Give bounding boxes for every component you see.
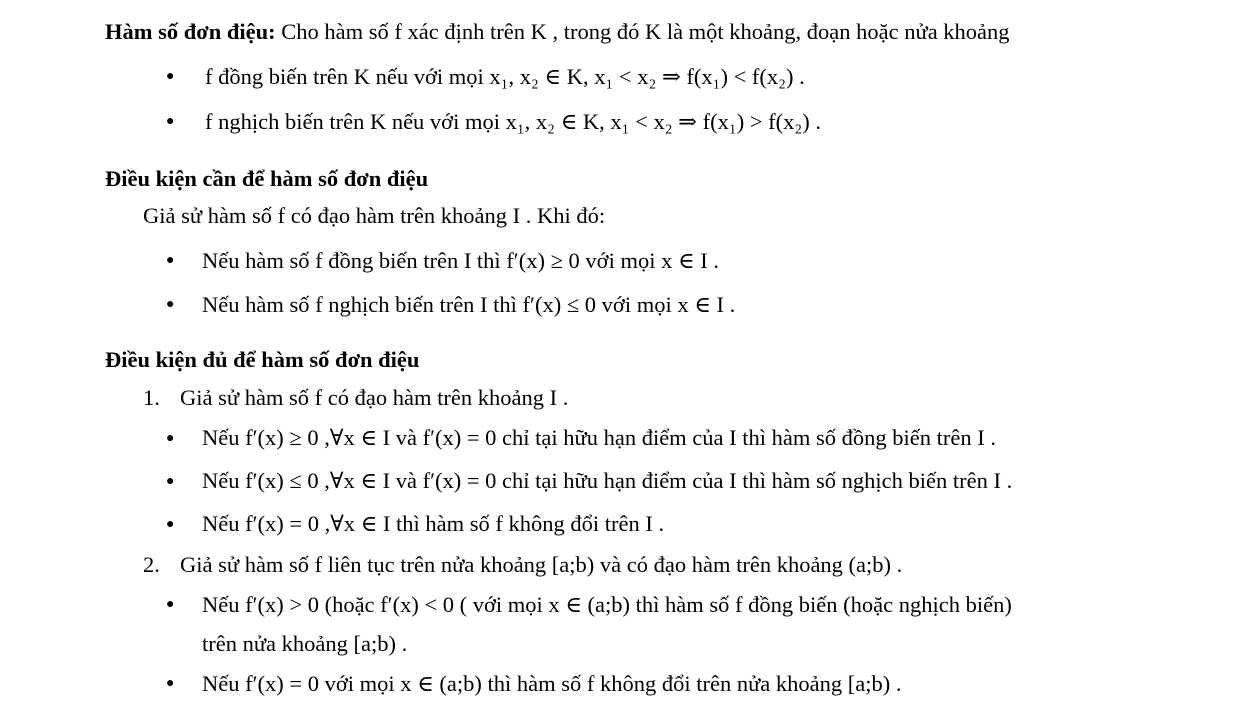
necessary-intro: Giả sử hàm số f có đạo hàm trên khoảng I . Khi đó: xyxy=(143,203,606,228)
list-number-1: 1. xyxy=(143,385,160,410)
bullet-icon: ● xyxy=(166,676,175,691)
definition-line xyxy=(105,18,1010,45)
bullet-icon: ● xyxy=(166,431,175,446)
bullet-icon: ● xyxy=(166,69,175,84)
bullet-icon: ● xyxy=(166,114,175,129)
necessary-increasing: Nếu hàm số f đồng biến trên I thì f′(x) ≥ 0 với mọi x ∈ I . xyxy=(202,248,719,273)
list-number-2: 2. xyxy=(143,552,160,577)
half-interval-continuation: trên nửa khoảng [a;b) . xyxy=(202,631,408,656)
bullet-icon: ● xyxy=(166,517,175,532)
sufficient-decreasing: Nếu f′(x) ≤ 0 ,∀x ∈ I và f′(x) = 0 chỉ tại hữu hạn điểm của I thì hàm số nghịch biến trên I . xyxy=(202,468,1013,493)
heading-necessary-condition: Điều kiện cần để hàm số đơn điệu xyxy=(105,166,429,191)
sufficient-item-1: Giả sử hàm số f có đạo hàm trên khoảng I . xyxy=(180,385,569,410)
heading-sufficient-condition: Điều kiện đủ để hàm số đơn điệu xyxy=(105,347,420,372)
sufficient-constant: Nếu f′(x) = 0 ,∀x ∈ I thì hàm số f không đổi trên I . xyxy=(202,511,665,536)
bullet-icon: ● xyxy=(166,253,175,268)
definition-text: Cho hàm số f xác định trên K , trong đó K là một khoảng, đoạn hoặc nửa khoảng xyxy=(281,19,1010,44)
half-interval-constant: Nếu f′(x) = 0 với mọi x ∈ (a;b) thì hàm số f không đổi trên nửa khoảng [a;b) . xyxy=(202,671,902,696)
bullet-icon: ● xyxy=(166,597,175,612)
bullet-icon: ● xyxy=(166,474,175,489)
sufficient-increasing: Nếu f′(x) ≥ 0 ,∀x ∈ I và f′(x) = 0 chỉ tại hữu hạn điểm của I thì hàm số đồng biến trên I . xyxy=(202,425,996,450)
increasing-definition: f đồng biến trên K nếu với mọi x₁, x₂ ∈ K, x₁ < x₂ ⇒ f(x₁) < f(x₂) . xyxy=(205,64,805,89)
decreasing-definition: f nghịch biến trên K nếu với mọi x₁, x₂ ∈ K, x₁ < x₂ ⇒ f(x₁) > f(x₂) . xyxy=(205,109,821,134)
necessary-decreasing: Nếu hàm số f nghịch biến trên I thì f′(x) ≤ 0 với mọi x ∈ I . xyxy=(202,292,736,317)
bullet-icon: ● xyxy=(166,297,175,312)
half-interval-monotonic: Nếu f′(x) > 0 (hoặc f′(x) < 0 ( với mọi x ∈ (a;b) thì hàm số f đồng biến (hoặc nghịch biến) xyxy=(202,592,1012,617)
sufficient-item-2: Giả sử hàm số f liên tục trên nửa khoảng [a;b) và có đạo hàm trên khoảng (a;b) . xyxy=(180,552,903,577)
heading-monotonic: Hàm số đơn điệu: xyxy=(105,19,276,44)
